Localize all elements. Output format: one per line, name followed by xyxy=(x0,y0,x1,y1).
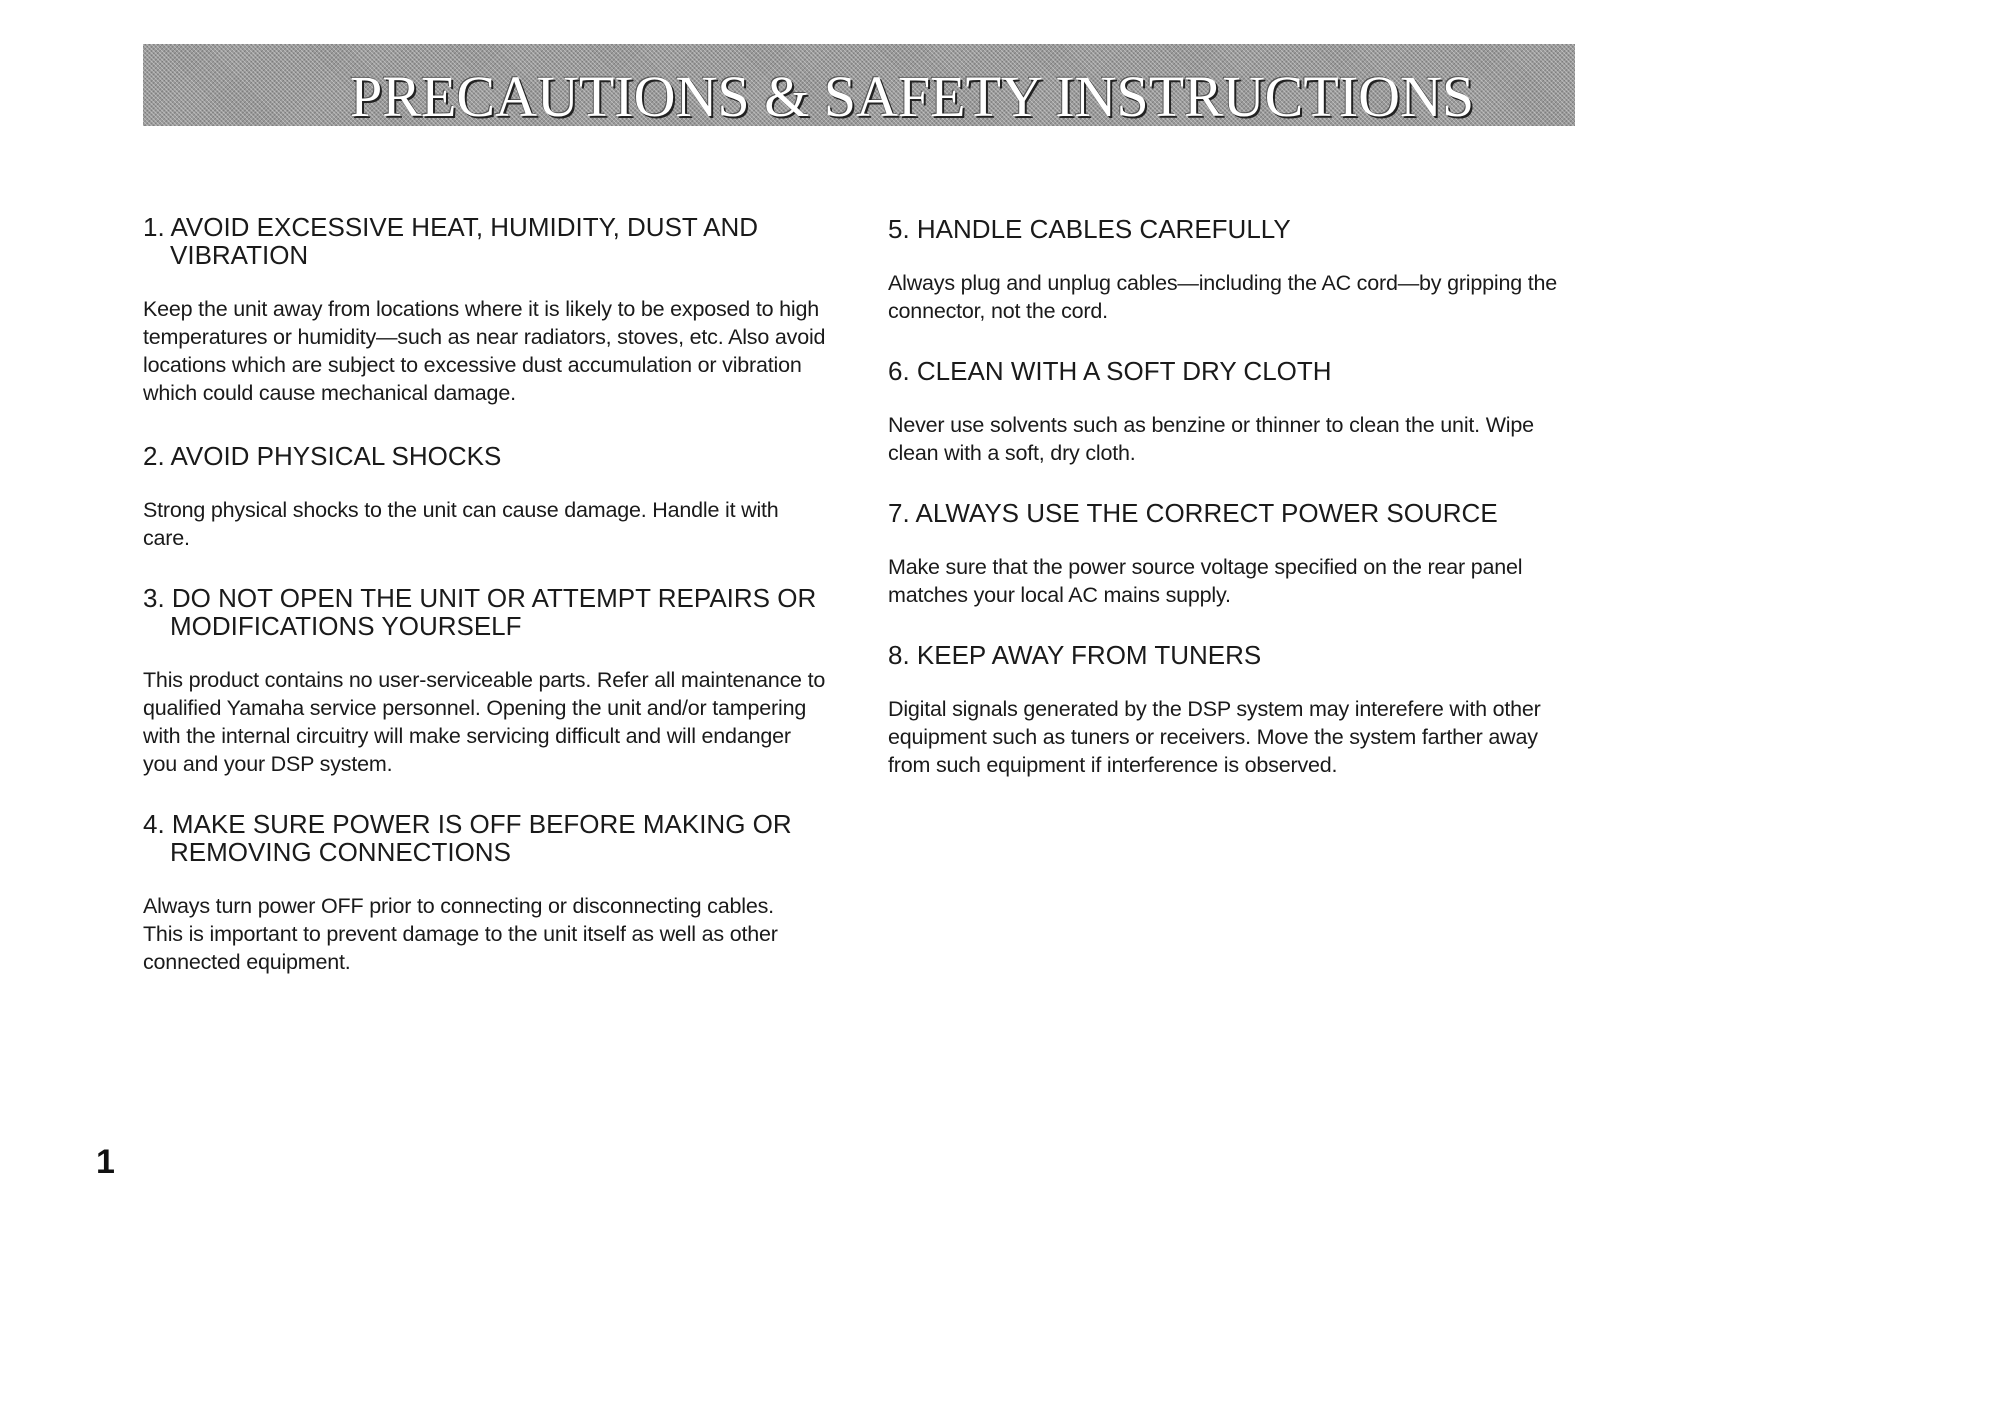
section-heading: 6. CLEAN WITH A SOFT DRY CLOTH xyxy=(888,356,1332,386)
section-body: Never use solvents such as benzine or thinner to clean the unit. Wipe clean with a soft, dry cloth. xyxy=(888,413,1534,465)
section-body: This product contains no user-serviceable parts. Refer all maintenance to qualified Yamaha service personnel. Opening the unit and/or tampering with the internal circuitry will make servicing difficult and will endanger you and your DSP system. xyxy=(143,668,826,776)
section-power-off xyxy=(143,810,823,976)
section-body: Keep the unit away from locations where it is likely to be exposed to high temperatures or humidity—such as near radiators, stoves, etc. Also avoid locations which are subject to excessive dust accumulation or vibration which could cause mechanical damage. xyxy=(143,297,826,405)
page-title: PRECAUTIONS & SAFETY INSTRUCTIONS xyxy=(350,64,1475,129)
section-handle-cables xyxy=(888,215,1568,325)
section-body: Always plug and unplug cables—including the AC cord—by gripping the connector, not the cord. xyxy=(888,271,1558,323)
section-heading: 8. KEEP AWAY FROM TUNERS xyxy=(888,640,1262,670)
section-clean-cloth xyxy=(888,357,1568,467)
section-heading: 2. AVOID PHYSICAL SHOCKS xyxy=(143,441,502,471)
section-do-not-open xyxy=(143,583,826,778)
section-power-source xyxy=(888,499,1568,609)
section-heading: 4. MAKE SURE POWER IS OFF BEFORE MAKING OR REMOVING CONNECTIONS xyxy=(143,809,792,867)
section-body: Strong physical shocks to the unit can cause damage. Handle it with care. xyxy=(143,498,779,550)
section-heading: 3. DO NOT OPEN THE UNIT OR ATTEMPT REPAIRS OR MODIFICATIONS YOURSELF xyxy=(143,583,817,641)
section-heat-humidity xyxy=(143,212,826,407)
section-heading: 7. ALWAYS USE THE CORRECT POWER SOURCE xyxy=(888,498,1498,528)
section-tuners xyxy=(888,641,1568,779)
section-body: Always turn power OFF prior to connecting or disconnecting cables. This is important to prevent damage to the unit itself as well as other connected equipment. xyxy=(143,894,778,974)
page-number: 1 xyxy=(96,1143,115,1181)
section-heading: 1. AVOID EXCESSIVE HEAT, HUMIDITY, DUST AND VIBRATION xyxy=(143,212,759,270)
section-body: Digital signals generated by the DSP system may interefere with other equipment such as tuners or receivers. Move the system farther away from such equipment if interference is observed. xyxy=(888,697,1541,777)
section-physical-shocks xyxy=(143,442,823,552)
section-heading: 5. HANDLE CABLES CAREFULLY xyxy=(888,214,1291,244)
section-body: Make sure that the power source voltage specified on the rear panel matches your local AC mains supply. xyxy=(888,555,1523,607)
